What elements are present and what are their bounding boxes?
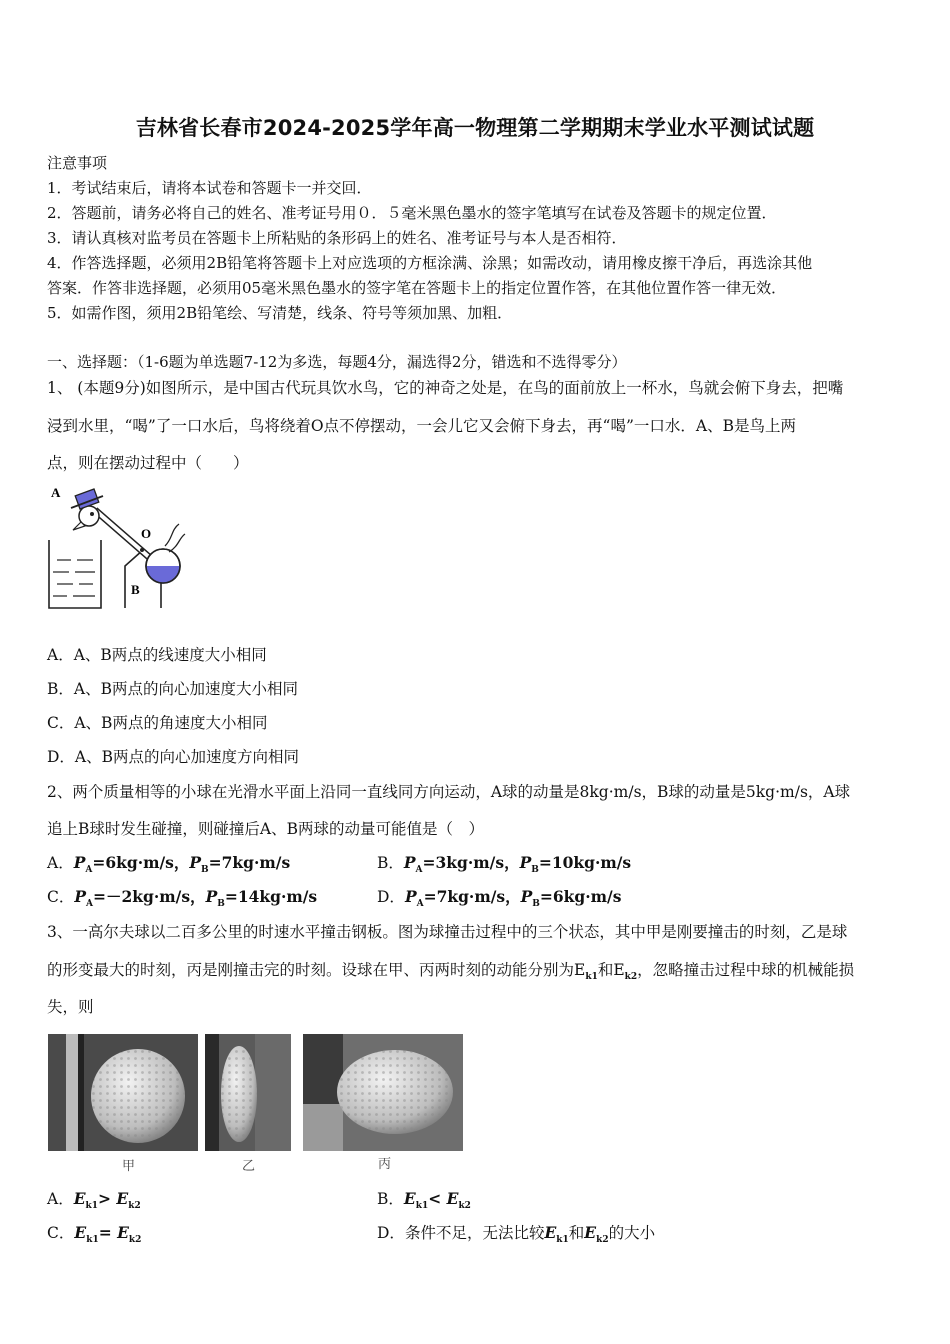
label-a: A [51, 485, 61, 500]
label-b: B [131, 582, 140, 597]
question-3-line: 3、一高尔夫球以二百多公里的时速水平撞击钢板。图为球撞击过程中的三个状态，其中甲是刚要撞击的时刻，乙是球 [47, 923, 848, 941]
water-cup [49, 540, 101, 608]
question-2-line: 2、两个质量相等的小球在光滑水平面上沿同一直线同方向运动，A球的动量是8kg·m/s，B球的动量是5kg·m/s，A球 [47, 783, 851, 801]
notice-item: 4．作答选择题，必须用2B铅笔将答题卡上对应选项的方框涂满、涂黑；如需改动，请用橡皮擦干净后，再选涂其他 [47, 254, 813, 272]
section-heading: 一、选择题：（1-6题为单选题7-12为多选，每题4分，漏选得2分，错选和不选得零分） [47, 353, 627, 371]
question-1-line: 点，则在摆动过程中（ ） [47, 454, 249, 472]
question-1-line: 1、 (本题9分)如图所示，是中国古代玩具饮水鸟，它的神奇之处是，在鸟的面前放上一杯水，鸟就会俯下身去，把嘴 [47, 379, 844, 397]
golf-photo-yi [205, 1034, 291, 1151]
drinking-bird-figure [45, 482, 190, 612]
q3-option-c[interactable]: C．$E_{k1}= E_{k2}$ [47, 1223, 142, 1246]
notice-item: 5．如需作图，须用2B铅笔绘、写清楚，线条、符号等须加黑、加粗． [47, 304, 513, 322]
golf-photo-jia [48, 1034, 198, 1151]
q2-option-a[interactable]: A．$P_A=6kg\cdot m/s$，$P_B=7kg\cdot m/s$ [47, 853, 291, 876]
caption-jia: 甲 [122, 1159, 136, 1174]
notice-item: 1．考试结束后，请将本试卷和答题卡一并交回． [47, 179, 372, 197]
q1-option-a[interactable]: A．A、B两点的线速度大小相同 [47, 646, 267, 664]
question-1-line: 浸到水里，“喝”了一口水后，鸟将绕着O点不停摆动，一会儿它又会俯下身去，再“喝”一口水．A、B是鸟上两 [47, 417, 796, 435]
page-title: 吉林省长春市2024-2025学年高一物理第二学期期末学业水平测试试题 [135, 116, 815, 140]
q2-option-b[interactable]: B．$P_A=3kg\cdot m/s$，$P_B=10kg\cdot m/s$ [377, 853, 632, 876]
golf-photo-bing [303, 1034, 463, 1151]
question-2-line: 追上B球时发生碰撞，则碰撞后A、B两球的动量可能值是（ ） [47, 820, 484, 838]
notice-heading: 注意事项 [47, 154, 108, 172]
q3-option-d[interactable]: D．条件不足，无法比较$E_{k1}$和$E_{k2}$的大小 [377, 1223, 656, 1246]
caption-bing: 丙 [378, 1157, 392, 1172]
label-o: O [141, 526, 152, 541]
q2-option-c[interactable]: C．$P_A=-2kg\cdot m/s$，$P_B=14kg\cdot m/s$ [47, 887, 318, 910]
question-3-line: 失，则 [47, 998, 94, 1016]
caption-yi: 乙 [242, 1159, 256, 1174]
q2-option-d[interactable]: D．$P_A=7kg\cdot m/s$，$P_B=6kg\cdot m/s$ [377, 887, 622, 910]
q1-option-c[interactable]: C．A、B两点的角速度大小相同 [47, 714, 268, 732]
q3-option-b[interactable]: B．$E_{k1}< E_{k2}$ [377, 1189, 471, 1212]
notice-item: 2．答题前，请务必将自己的姓名、准考证号用０．５毫米黑色墨水的签字笔填写在试卷及答题卡的规定位置． [47, 204, 777, 222]
q1-option-d[interactable]: D．A、B两点的向心加速度方向相同 [47, 748, 300, 766]
q3-option-a[interactable]: A．$E_{k1}> E_{k2}$ [47, 1189, 141, 1212]
notice-item: 答案．作答非选择题，必须用05毫米黑色墨水的签字笔在答题卡上的指定位置作答，在其他位置作答一律无效． [47, 279, 787, 297]
q1-option-b[interactable]: B．A、B两点的向心加速度大小相同 [47, 680, 298, 698]
question-3-line: 的形变最大的时刻，丙是刚撞击完的时刻。设球在甲、丙两时刻的动能分别为$E_{k1}$和$E_{k2}$，忽略撞击过程中球的机械能损 [47, 961, 855, 983]
notice-item: 3．请认真核对监考员在答题卡上所粘贴的条形码上的姓名、准考证号与本人是否相符． [47, 229, 627, 247]
